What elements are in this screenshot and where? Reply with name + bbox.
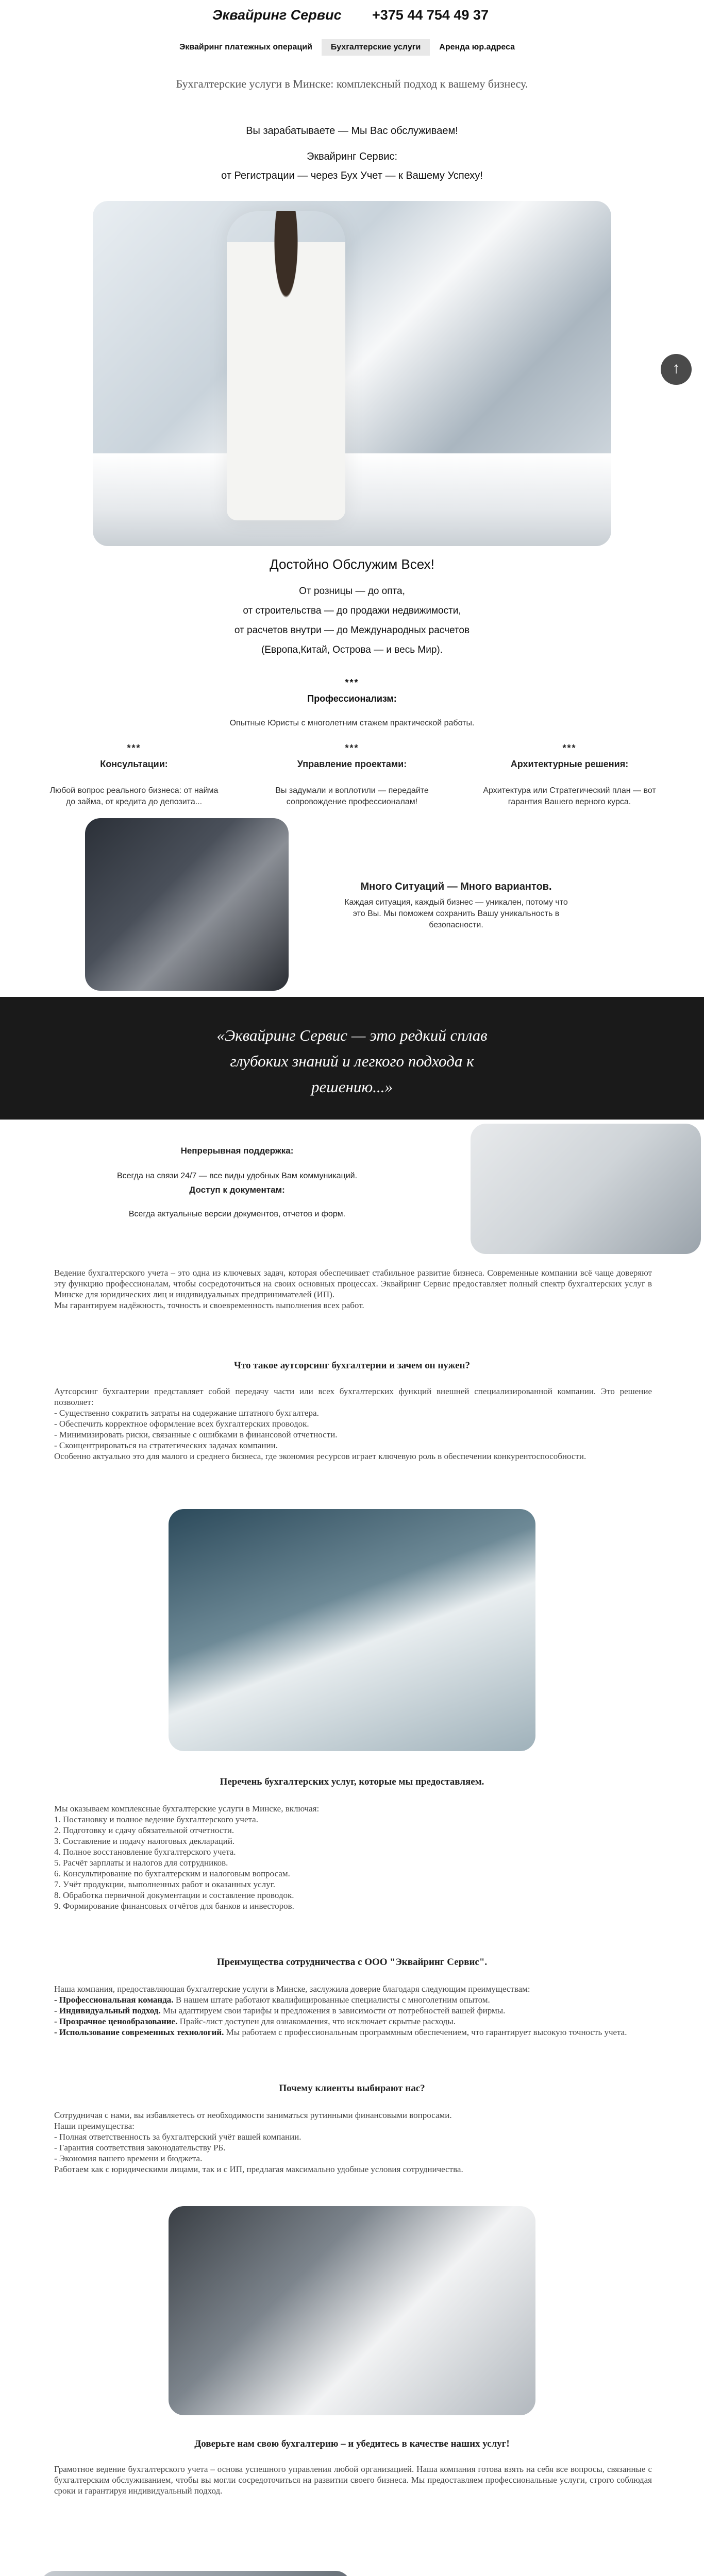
services-list-title: Перечень бухгалтерских услуг, которые мы предоставляем. [220, 1776, 484, 1787]
stars-decoration: *** [127, 743, 141, 753]
column-architecture [482, 743, 657, 808]
professionalism-title: Профессионализм: [307, 693, 397, 704]
hero-image [93, 201, 611, 546]
stars-decoration: *** [345, 743, 359, 753]
brand-title: Эквайринг Сервис [212, 7, 342, 23]
support-text-2: Всегда актуальные версии документов, отчетов и форм. [128, 1210, 346, 1218]
list-item: 5. Расчёт зарплаты и налогов для сотрудников. [54, 1858, 228, 1868]
trust-title: Доверьте нам свою бухгалтерию – и убедитесь в качестве наших услуг! [194, 2438, 510, 2449]
list-item: - Прозрачное ценообразование. Прайс-лист доступен для ознакомления, что исключает скрытые расходы. [54, 2016, 456, 2026]
nav-item-accounting[interactable]: Бухгалтерские услуги [322, 39, 430, 56]
why-list [54, 2110, 652, 2175]
intro-text: Ведение бухгалтерского учета – это одна из ключевых задач, которая обеспечивает стабильное развитие бизнеса. Современные компании всё чаще доверяют эту функцию профессионалам, чтобы сосредоточиться на своих основных процессах. Эквайринг Сервис предоставляет полный спектр бухгалтерских услуг в Минске для юридических лиц и индивидуальных предпринимателей (ИП). [54, 1268, 652, 1299]
column-consulting [46, 743, 222, 808]
professionalism-block [0, 677, 704, 728]
service-block [0, 556, 704, 660]
outsourcing-line: - Сконцентрироваться на стратегических задачах компании. [54, 1440, 278, 1450]
column-title: Архитектурные решения: [510, 759, 629, 769]
list-item: - Использование современных технологий. Мы работаем с профессиональным программным обеспечением, что гарантирует высокую точность учета. [54, 2027, 627, 2037]
header-phone[interactable]: +375 44 754 49 37 [372, 7, 489, 23]
outsourcing-line: Особенно актуально это для малого и среднего бизнеса, где экономия ресурсов играет ключевую роль в обеспечении конкурентоспособности. [54, 1451, 586, 1461]
list-item: - Индивидуальный подход. Мы адаптируем свои тарифы и предложения в зависимости от потребностей вашей фирмы. [54, 2006, 506, 2015]
list-item: - Профессиональная команда. В нашем штате работают квалифицированные специалисты с многолетним опытом. [54, 1995, 490, 2005]
column-projects [264, 743, 440, 808]
hero-line-3: от Регистрации — через Бух Учет — к Вашему Успеху! [221, 170, 483, 181]
service-line: от расчетов внутри — до Международных расчетов [234, 625, 470, 636]
office-woman-image [169, 2206, 535, 2415]
main-nav [170, 39, 524, 56]
list-item: 2. Подготовку и сдачу обязательной отчетности. [54, 1825, 234, 1835]
column-text: Любой вопрос реального бизнеса: от найма до займа, от кредита до депозита... [49, 786, 219, 806]
situations-text: Каждая ситуация, каждый бизнес — уникален, потому что это Вы. Мы поможем сохранить Вашу уникальность в безопасности. [344, 898, 568, 929]
list-item: 1. Постановку и полное ведение бухгалтерского учета. [54, 1815, 258, 1824]
outsourcing-text [54, 1386, 652, 1462]
list-item: 4. Полное восстановление бухгалтерского учета. [54, 1847, 236, 1857]
businessman-phone-image [471, 1124, 701, 1254]
list-item: Работаем как с юридическими лицами, так и с ИП, предлагая максимально удобные условия сотрудничества. [54, 2164, 463, 2174]
outsourcing-line: - Обеспечить корректное оформление всех бухгалтерских проводок. [54, 1419, 309, 1429]
team-image [85, 818, 289, 991]
column-title: Консультации: [100, 759, 168, 769]
advantages-list [54, 1984, 652, 2038]
list-item: - Полная ответственность за бухгалтерский учёт вашей компании. [54, 2132, 301, 2142]
column-text: Архитектура или Стратегический план — вот гарантия Вашего верного курса. [483, 786, 656, 806]
list-item: 9. Формирование финансовых отчётов для банков и инвесторов. [54, 1901, 294, 1911]
advantages-title: Преимущества сотрудничества с ООО "Эквайринг Сервис". [216, 1957, 488, 1968]
list-item: - Гарантия соответствия законодательству РБ. [54, 2143, 226, 2153]
why-title: Почему клиенты выбирают нас? [279, 2083, 425, 2094]
list-item: 7. Учёт продукции, выполненных работ и оказанных услуг. [54, 1879, 275, 1889]
service-line: от строительства — до продажи недвижимости, [243, 605, 461, 616]
support-text-1: Всегда на связи 24/7 — все виды удобных Вам коммуникаций. [116, 1172, 358, 1180]
list-item: Сотрудничая с нами, вы избавляетесь от необходимости заниматься рутинными финансовыми вопросами. [54, 2110, 452, 2120]
trust-text: Грамотное ведение бухгалтерского учета – основа успешного управления любой организацией. Наша компания готова взять на себя все вопросы, связанные с бухгалтерским обслуживанием, чтобы вы могли сосредоточиться на развитии своего бизнеса. Мы предоставляем профессиональные услуги, строго соблюдая сроки и гарантируя индивидуальный подход. [54, 2464, 652, 2496]
hero-person-shape [227, 211, 345, 520]
scroll-up-button[interactable] [661, 354, 692, 385]
stars-decoration: *** [562, 743, 577, 753]
situations-block [296, 881, 616, 931]
support-block [82, 1146, 392, 1219]
situations-title: Много Ситуаций — Много вариантов. [360, 881, 552, 892]
column-text: Вы задумали и воплотили — передайте сопровождение профессионалам! [275, 786, 429, 806]
hero-line-1: Вы зарабатываете — Мы Вас обслуживаем! [246, 125, 458, 137]
nav-item-acquiring[interactable]: Эквайринг платежных операций [179, 43, 312, 52]
outsourcing-line: Аутсорсинг бухгалтерии представляет собой передачу части или всех бухгалтерских функций внешней специализированной компании. Это решение позволяет: [54, 1386, 652, 1407]
calculator-image [169, 1509, 535, 1751]
quote-text: «Эквайринг Сервис — это редкий сплав глубоких знаний и легкого подхода к решению...» [216, 1026, 488, 1096]
list-item: 8. Обработка первичной документации и составление проводок. [54, 1890, 294, 1900]
page-tagline: Бухгалтерские услуги в Минске: комплексный подход к вашему бизнесу. [176, 77, 528, 90]
intro-guarantee: Мы гарантируем надёжность, точность и своевременность выполнения всех работ. [54, 1300, 364, 1310]
list-item: - Экономия вашего времени и бюджета. [54, 2154, 203, 2163]
list-item: Наши преимущества: [54, 2121, 135, 2131]
outsourcing-line: - Существенно сократить затраты на содержание штатного бухгалтера. [54, 1408, 319, 1418]
list-item: Мы оказываем комплексные бухгалтерские услуги в Минске, включая: [54, 1804, 320, 1814]
service-line: (Европа,Китай, Острова — и весь Мир). [261, 645, 443, 655]
laptop-image [40, 2571, 351, 2576]
intro-paragraph [54, 1267, 652, 1311]
list-item: 3. Составление и подачу налоговых деклараций. [54, 1836, 235, 1846]
list-item: 6. Консультирование по бухгалтерским и налоговым вопросам. [54, 1869, 290, 1878]
support-title-1: Непрерывная поддержка: [180, 1146, 294, 1156]
advantages-intro: Наша компания, предоставляющая бухгалтерские услуги в Минске, заслужила доверие благодаря следующим преимуществам: [54, 1984, 530, 1994]
nav-item-legal-address[interactable]: Аренда юр.адреса [439, 43, 515, 52]
support-title-2: Доступ к документам: [189, 1185, 285, 1195]
hero-car-shape [93, 453, 611, 546]
service-title: Достойно Обслужим Всех! [270, 556, 434, 572]
arrow-up-icon: ↑ [672, 360, 680, 377]
hero-text [0, 120, 704, 183]
stars-decoration: *** [345, 677, 359, 688]
outsourcing-title: Что такое аутсорсинг бухгалтерии и зачем он нужен? [234, 1360, 470, 1371]
services-list [54, 1803, 652, 1911]
outsourcing-line: - Минимизировать риски, связанные с ошибками в финансовой отчетности. [54, 1430, 338, 1439]
service-line: От розницы — до опта, [299, 586, 405, 597]
hero-line-2: Эквайринг Сервис: [306, 151, 398, 162]
professionalism-text: Опытные Юристы с многолетним стажем практической работы. [229, 719, 475, 727]
column-title: Управление проектами: [297, 759, 407, 769]
